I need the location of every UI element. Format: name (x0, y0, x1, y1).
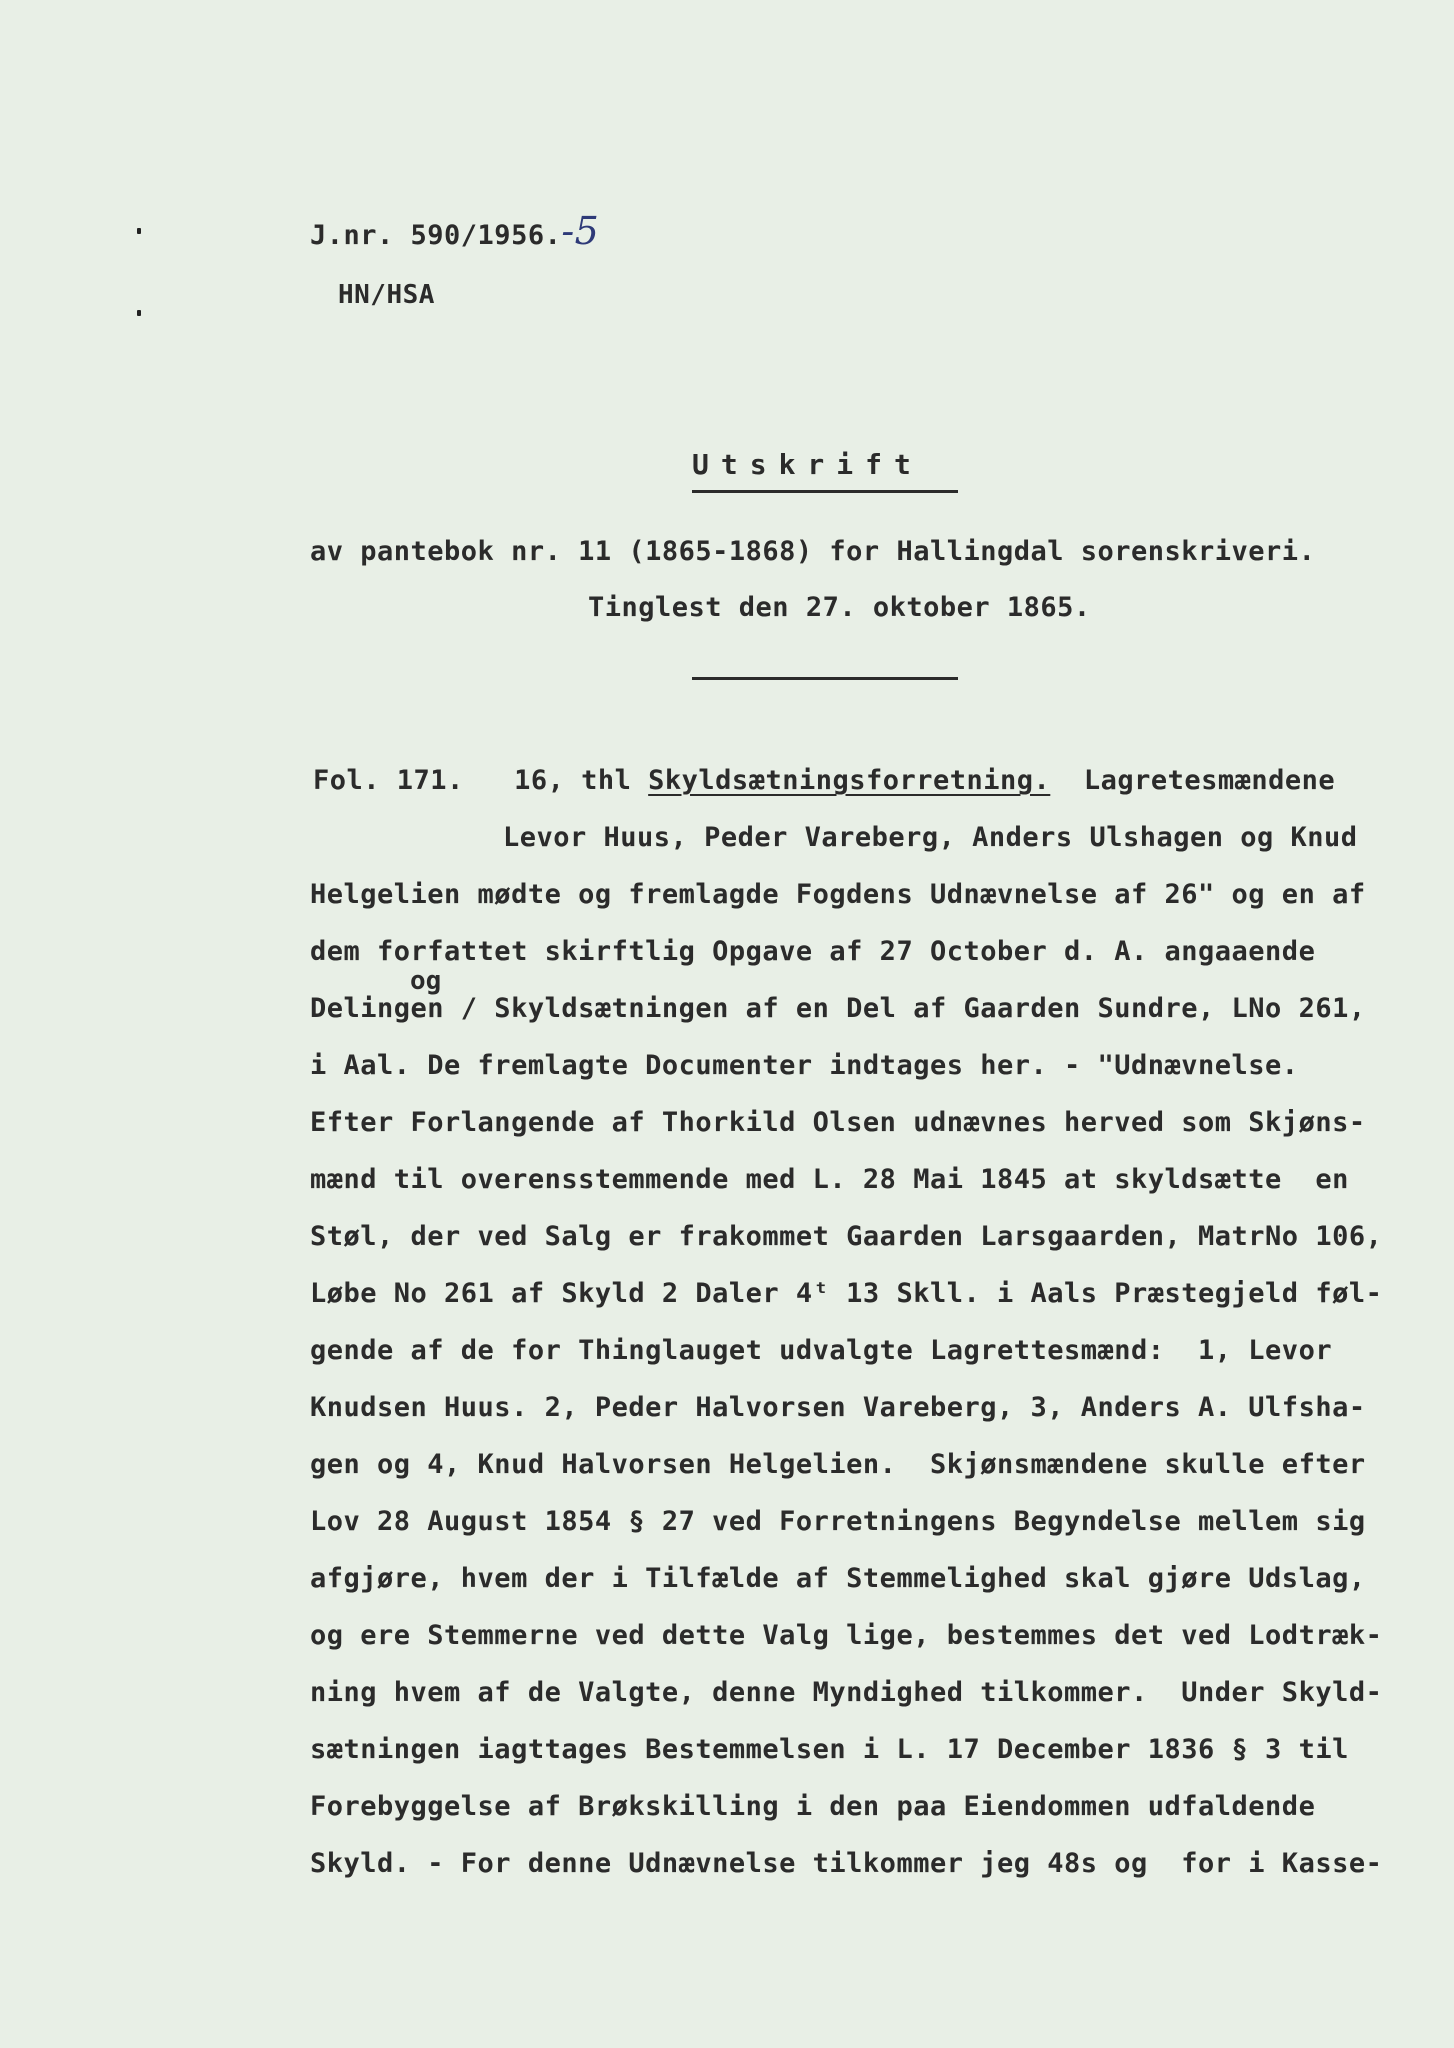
body-line: ning hvem af de Valgte, denne Myndighed tilkommer. Under Skyld- (310, 1677, 1383, 1708)
separator-rule (692, 677, 958, 680)
document-title: Utskrift (692, 448, 923, 481)
body-line: gende af de for Thinglauget udvalgte Lagrettesmænd: 1, Levor (310, 1335, 1333, 1366)
entry-number: 16, thl (514, 765, 632, 796)
handwritten-suffix: -5 (561, 209, 600, 253)
interlinear-og: og (410, 966, 442, 996)
body-line: gen og 4, Knud Halvorsen Helgelien. Skjønsmændene skulle efter (310, 1449, 1366, 1480)
body-line: Forebyggelse af Brøkskilling i den paa Eiendommen udfaldende (310, 1791, 1316, 1822)
subtitle-volume: av pantebok nr. 11 (1865-1868) for Hallingdal sorenskriveri. (310, 536, 1316, 567)
journal-number: J.nr. 590/1956. (310, 220, 562, 251)
body-line: Levor Huus, Peder Vareberg, Anders Ulshagen og Knud (503, 822, 1358, 853)
body-line: Delingen / Skyldsætningen af en Del af Gaarden Sundre, LNo 261, (310, 993, 1366, 1024)
folio-number: Fol. 171. (313, 765, 464, 796)
body-line: sætningen iagttages Bestemmelsen i L. 17 December 1836 § 3 til (310, 1734, 1349, 1765)
body-line: dem forfattet skirftlig Opgave af 27 October d. A. angaaende (310, 936, 1316, 967)
body-line: Skyld. - For denne Udnævnelse tilkommer jeg 48s og for i Kasse- (310, 1848, 1383, 1879)
punch-mark-top (137, 228, 141, 234)
subtitle-date: Tinglest den 27. oktober 1865. (588, 592, 1091, 623)
body-first-line (313, 764, 1335, 798)
body-line: Helgelien mødte og fremlagde Fogdens Udnævnelse af 26" og en af (310, 879, 1366, 910)
body-line: mænd til overensstemmende med L. 28 Mai 1845 at skyldsætte en (310, 1164, 1349, 1195)
body-line: Knudsen Huus. 2, Peder Halvorsen Vareberg, 3, Anders A. Ulfsha- (310, 1392, 1366, 1423)
journal-number-line (310, 209, 600, 253)
body-line: og ere Stemmerne ved dette Valg lige, bestemmes det ved Lodtræk- (310, 1620, 1383, 1651)
body-line: afgjøre, hvem der i Tilfælde af Stemmelighed skal gjøre Udslag, (310, 1563, 1366, 1594)
body-line: Efter Forlangende af Thorkild Olsen udnævnes herved som Skjøns- (310, 1107, 1366, 1138)
body-line: Løbe No 261 af Skyld 2 Daler 4ᵗ 13 Skll. i Aals Præstegjeld føl- (310, 1278, 1383, 1309)
first-line-rest: Lagretesmændene (1083, 765, 1336, 796)
entry-heading: Skyldsætningsforretning. (648, 765, 1051, 796)
title-underline (692, 490, 958, 493)
body-line: i Aal. De fremlagte Documenter indtages her. - "Udnævnelse. (310, 1050, 1299, 1081)
body-line: Støl, der ved Salg er frakommet Gaarden Larsgaarden, MatrNo 106, (310, 1221, 1383, 1252)
initials: HN/HSA (338, 280, 435, 310)
punch-mark-bottom (137, 310, 141, 316)
body-line: Lov 28 August 1854 § 27 ved Forretningens Begyndelse mellem sig (310, 1506, 1366, 1537)
